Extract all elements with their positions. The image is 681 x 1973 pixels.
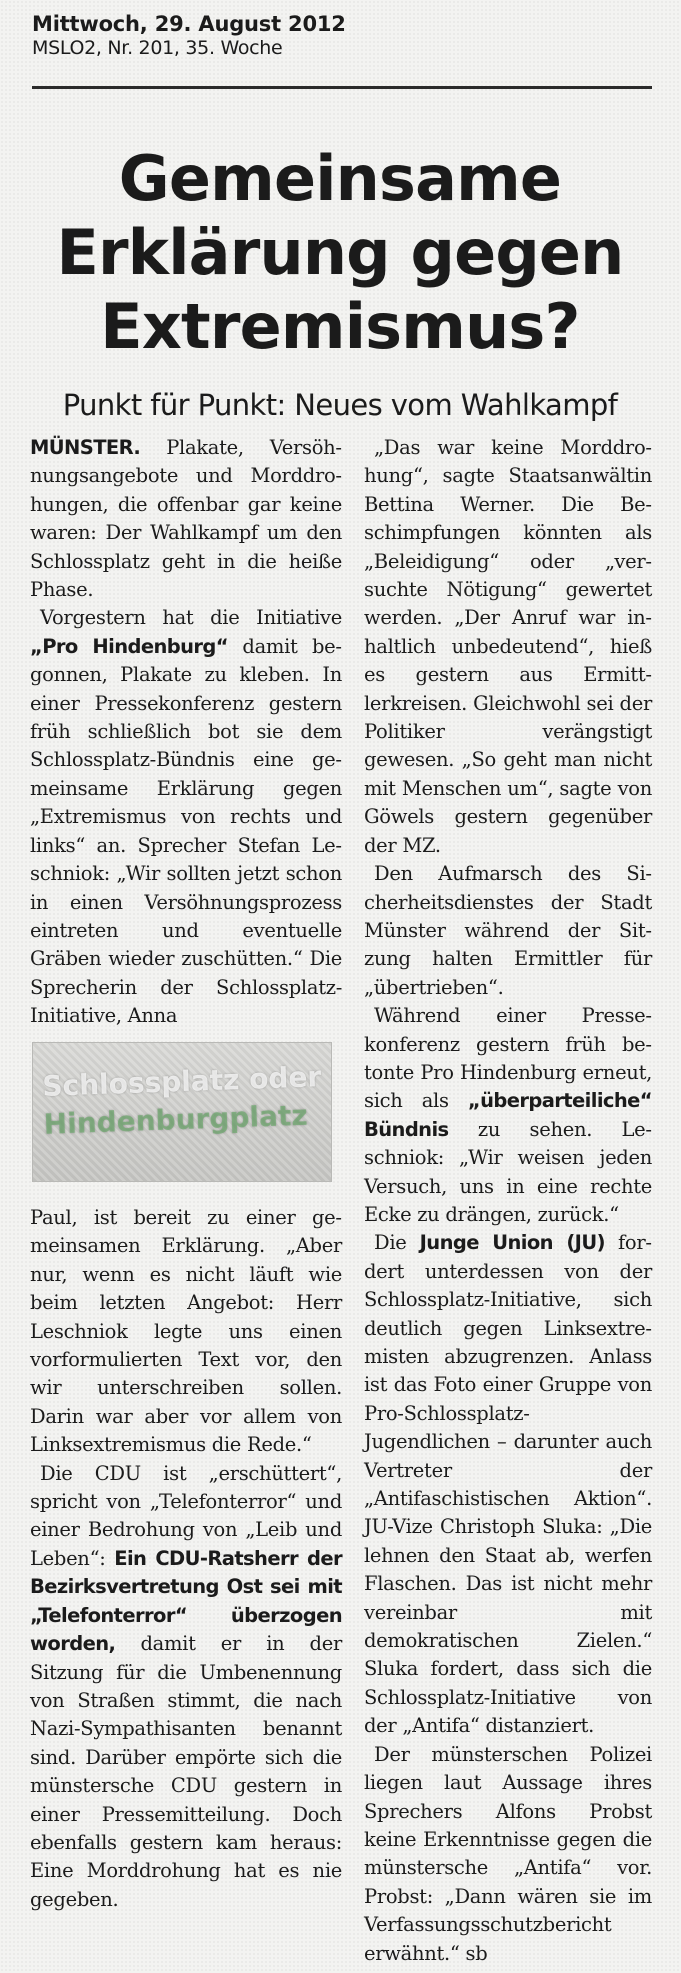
bold-text: Junge Union (JU)	[419, 1231, 605, 1255]
paragraph: Den Aufmarsch des Sicherheitsdienstes der Stadt Münster während der Sitzung halten Ermittler für „übertrieben“.	[364, 862, 652, 999]
article-column-2	[364, 434, 652, 1968]
paragraph-text: Plakate, Versöhnungsangebote und Morddrohungen, die offenbar gar keine waren: Der Wahlkampf um den Schlossplatz geht in die heiße Phase.	[30, 436, 342, 602]
photo-sign-line-1: Schlossplatz oder	[41, 1060, 322, 1103]
paragraph: Der münsterschen Polizei liegen laut Aussage ihres Sprechers Alfons Probst keine Erkenntnisse gegen die münstersche „Antifa“ vor. Probst: „Dann wären sie im Verfassungsschutzbericht erwähnt.“ sb	[364, 1742, 652, 1965]
paragraph: „Das war keine Morddrohung“, sagte Staatsanwältin Bettina Werner. Die Beschimpfungen könnten als „Beleidigung“ oder „versuchte Nötigung“ gewertet werden. „Der Anruf war inhaltlich unbedeutend“, hieß es gestern aus Ermittlerkreisen. Gleichwohl sei der Politiker verängstigt gewesen. „So geht man nicht mit Menschen um“, sagte von Göwels gestern gegenüber der MZ.	[364, 436, 652, 857]
headline-line-3: Extremismus?	[100, 290, 580, 363]
paragraph-text: damit er in der Sitzung für die Umbenennung von Straßen stimmt, die nach Nazi-Sympathisanten benannt sind. Darüber empörte sich die münstersche CDU gestern in einer Pressemitteilung. Doch ebenfalls gestern kam heraus: Eine Morddrohung hat es nie gegeben.	[30, 1632, 342, 1911]
paragraph	[364, 1002, 652, 1229]
paragraph-text: Vorgestern hat die Initiative	[40, 606, 342, 630]
issue-number: MSLO2, Nr. 201, 35. Woche	[32, 37, 283, 60]
photo-sign	[42, 1058, 324, 1144]
article-column-1-bottom	[30, 1204, 342, 1914]
paragraph-text: zu sehen. Leschniok: „Wir weisen jeden Versuch, uns in eine rechte Ecke zu drängen, zurück.“	[364, 1117, 652, 1226]
paragraph	[30, 1460, 342, 1915]
bold-text: Ein CDU-Ratsherr der Bezirksvertretung Ost sei mit „Telefonterror“ überzogen worden,	[30, 1546, 342, 1656]
paragraph	[30, 604, 342, 1030]
paragraph-text: fordert unterdessen von der Schlossplatz-Initiative, sich deutlich gegen Linksextremisten abzugrenzen. Anlass ist das Foto einer Gruppe von Pro-Schlossplatz-Jugendlichen – darunter auch Vertreter der „Antifaschistischen Aktion“. JU-Vize Christoph Sluka: „Die lehnen den Staat ab, werfen Flaschen. Das ist nicht mehr vereinbar mit demokratischen Zielen.“ Sluka fordert, dass sich die Schlossplatz-Initiative von der „Antifa“ distanziert.	[364, 1231, 652, 1738]
dateline: MÜNSTER.	[30, 436, 141, 459]
headline-line-2: Erklärung gegen	[56, 216, 624, 289]
article-photo	[32, 1042, 332, 1182]
headline	[20, 142, 660, 364]
paragraph-text: damit begonnen, Plakate zu kleben. In einer Pressekonferenz gestern früh schließlich bot sie dem Schlossplatz-Bündnis eine gemeinsame Erklärung gegen „Extremismus von rechts und links“ an. Sprecher Stefan Leschniok: „Wir sollten jetzt schon in einen Versöhnungsprozess eintreten und eventuelle Gräben wieder zuschütten.“ Die Sprecherin der Schlossplatz-Initiative, Anna	[30, 634, 342, 1028]
publication-date: Mittwoch, 29. August 2012	[32, 12, 346, 36]
article-column-1-top	[30, 434, 342, 1031]
headline-line-1: Gemeinsame	[118, 142, 562, 215]
subheadline: Punkt für Punkt: Neues vom Wahlkampf	[62, 388, 618, 422]
photo-sign-line-2: Hindenburgplatz	[43, 1098, 309, 1141]
paragraph	[30, 434, 342, 604]
paragraph: Paul, ist bereit zu einer gemeinsamen Erklärung. „Aber nur, wenn es nicht läuft wie beim letzten Angebot: Herr Leschniok legte uns einen vorformulierten Text vor, den wir unterschreiben sollen. Darin war aber vor allem von Linksextremismus die Rede.“	[30, 1206, 342, 1457]
bold-text: „Pro Hindenburg“	[30, 634, 228, 658]
paragraph-text: Während einer Pressekonferenz gestern früh betonte Pro Hindenburg erneut, sich als	[364, 1004, 652, 1113]
paragraph	[364, 1229, 652, 1740]
header-rule	[32, 86, 652, 89]
paragraph-text: Die	[374, 1231, 420, 1255]
issue-meta	[32, 12, 346, 60]
bold-text: „überparteiliche“ Bündnis	[364, 1089, 652, 1141]
paragraph-text: Die CDU ist „erschüttert“, spricht von „Telefonterror“ und einer Bedrohung von „Leib und Leben“:	[30, 1461, 342, 1570]
